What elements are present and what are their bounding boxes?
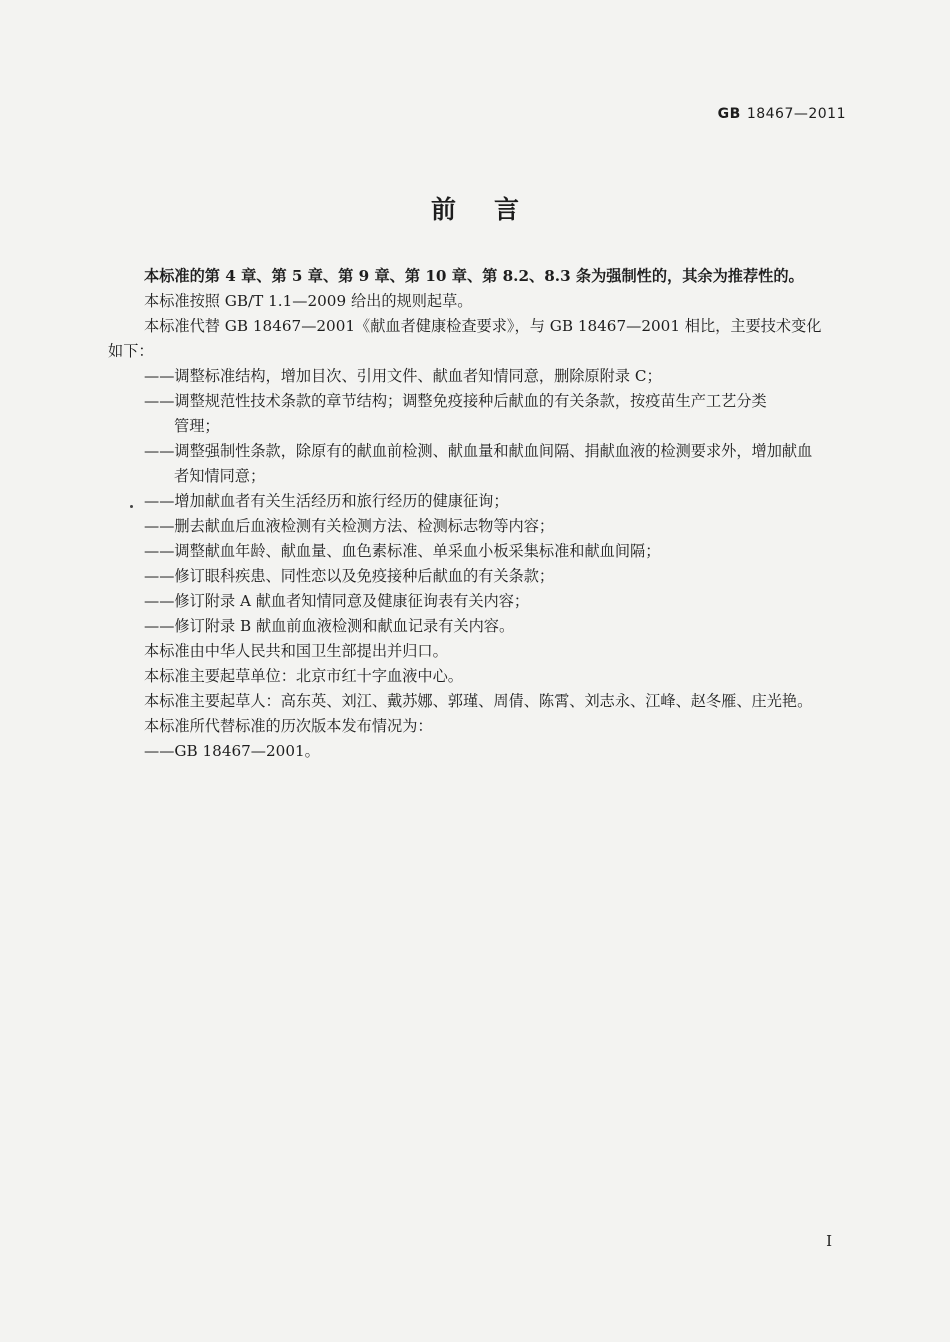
list-item: ——修订附录 B 献血前血液检测和献血记录有关内容。 xyxy=(144,617,515,635)
paragraph-drafters: 本标准主要起草人：高东英、刘江、戴苏娜、郭瑾、周倩、陈霄、刘志永、江峰、赵冬雁、庄光艳。 xyxy=(144,692,813,710)
standard-prefix: GB xyxy=(717,106,741,122)
list-item-line: ——调整强制性条款，除原有的献血前检测、献血量和献血间隔、捐献血液的检测要求外，增加献血 xyxy=(144,442,813,460)
list-item xyxy=(108,389,850,439)
list-item: ——增加献血者有关生活经历和旅行经历的健康征询； xyxy=(144,492,509,510)
list-item: ——删去献血后血液检测有关检测方法、检测标志物等内容； xyxy=(144,517,555,535)
page-number: I xyxy=(826,1232,832,1250)
list-item-continuation: 管理； xyxy=(174,417,220,435)
paragraph-drafting-rules: 本标准按照 GB/T 1.1—2009 给出的规则起草。 xyxy=(144,292,473,310)
list-item: ——调整献血年龄、献血量、血色素标准、单采血小板采集标准和献血间隔； xyxy=(144,542,661,560)
paragraph-drafting-unit: 本标准主要起草单位：北京市红十字血液中心。 xyxy=(144,667,463,685)
paragraph-history: 本标准所代替标准的历次版本发布情况为： xyxy=(144,717,433,735)
paragraph-proposed-by: 本标准由中华人民共和国卫生部提出并归口。 xyxy=(144,642,448,660)
paragraph-replaces: 本标准代替 GB 18467—2001《献血者健康检查要求》，与 GB 18467—2001 相比，主要技术变化 xyxy=(144,317,822,335)
standard-number xyxy=(718,106,846,122)
standard-code: 18467—2011 xyxy=(746,106,846,122)
paragraph-replaces-cont: 如下： xyxy=(108,342,154,360)
paragraph-mandatory: 本标准的第 4 章、第 5 章、第 9 章、第 10 章、第 8.2、8.3 条为强制性的，其余为推荐性的。 xyxy=(144,267,804,285)
foreword-body xyxy=(108,264,850,764)
scan-speck xyxy=(130,505,133,508)
list-item-continuation: 者知情同意； xyxy=(174,467,266,485)
list-item: ——修订附录 A 献血者知情同意及健康征询表有关内容； xyxy=(144,592,530,610)
list-item xyxy=(108,439,850,489)
list-item-line: ——调整规范性技术条款的章节结构；调整免疫接种后献血的有关条款，按疫苗生产工艺分类 xyxy=(144,392,767,410)
page-title: 前言 xyxy=(430,195,557,224)
list-item: ——修订眼科疾患、同性恋以及免疫接种后献血的有关条款； xyxy=(144,567,555,585)
list-item-history: ——GB 18467—2001。 xyxy=(144,742,320,760)
list-item: ——调整标准结构，增加目次、引用文件、献血者知情同意，删除原附录 C； xyxy=(144,367,662,385)
